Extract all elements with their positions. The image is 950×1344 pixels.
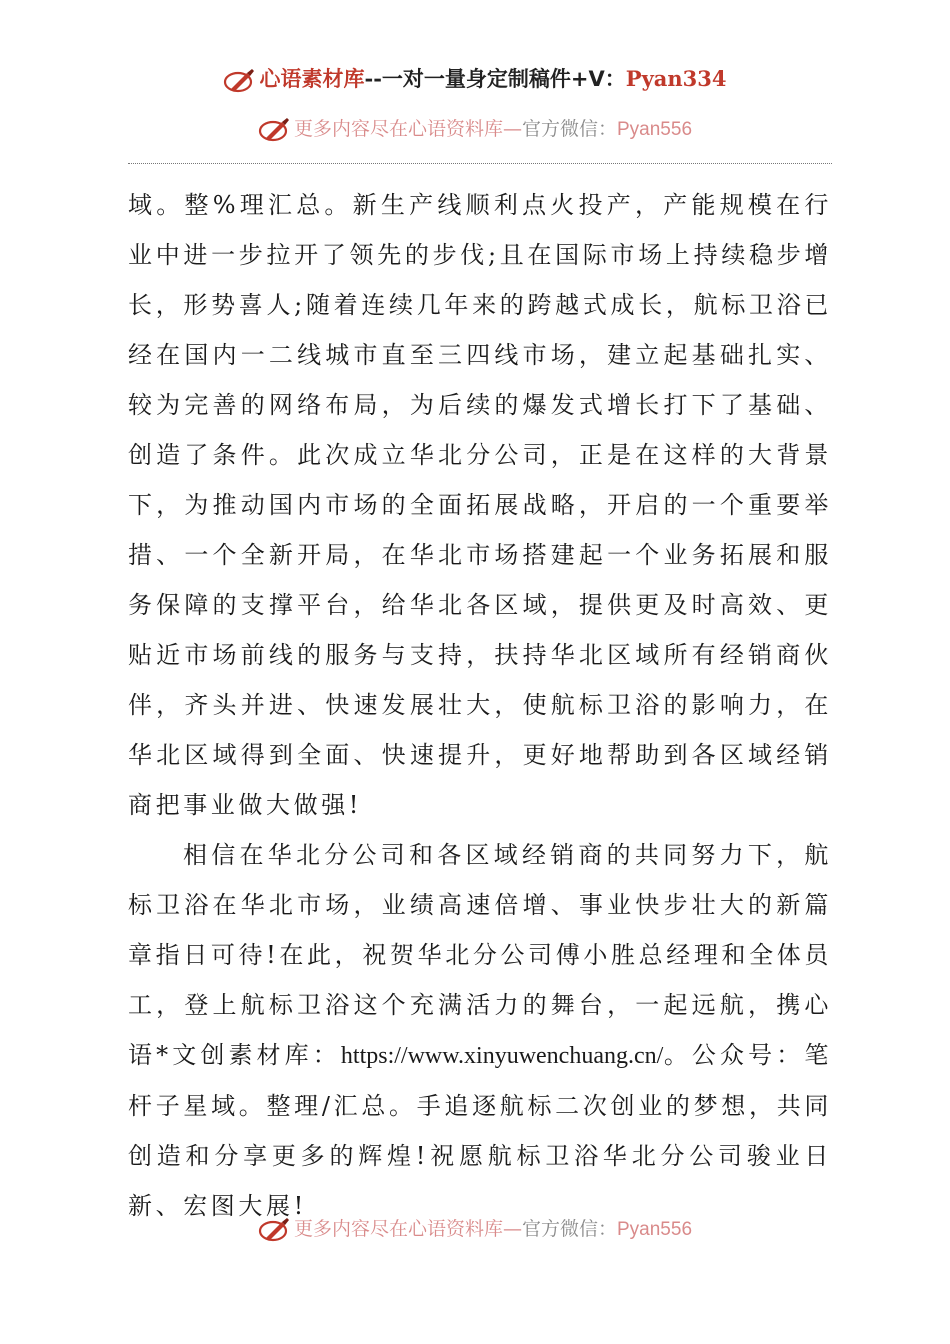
header-contact-prefix: +V：	[570, 67, 626, 91]
header-brand: 心语素材库	[259, 66, 365, 91]
footer-more-content: 更多内容尽在心语资料库	[293, 1218, 503, 1240]
header-separator: --	[364, 66, 382, 91]
header-subtitle	[0, 114, 950, 145]
footer-wechat-label: 官方微信：	[521, 1218, 617, 1240]
header-more-content: 更多内容尽在心语资料库	[293, 118, 503, 140]
footer	[0, 1214, 950, 1245]
header-wechat-id: Pyan556	[617, 119, 693, 140]
paragraph-2-text-b: 。公众号：笔杆子星域。整理/汇总。手追逐航标二次创业的梦想，共同创造和分享更多的辉煌!祝愿航标卫浴华北分公司骏业日新、宏图大展!	[128, 1041, 832, 1220]
header-contact-id: Pyan334	[625, 66, 727, 91]
paragraph-1: 域。整%理汇总。新生产线顺利点火投产，产能规模在行业中进一步拉开了领先的步伐;且在国际市场上持续稳步增长，形势喜人;随着连续几年来的跨越式成长，航标卫浴已经在国内一二线城市直至三四线市场，建立起基础扎实、较为完善的网络布局，为后续的爆发式增长打下了基础、创造了条件。此次成立华北分公司，正是在这样的大背景下，为推动国内市场的全面拓展战略，开启的一个重要举措、一个全新开局，在华北市场搭建起一个业务拓展和服务保障的支撑平台，给华北各区域，提供更及时高效、更贴近市场前线的服务与支持，扶持华北区域所有经销商伙伴，齐头并进、快速发展壮大，使航标卫浴的影响力，在华北区域得到全面、快速提升，更好地帮助到各区域经销商把事业做大做强!	[128, 191, 832, 819]
article-body	[128, 180, 832, 1231]
footer-wechat-id: Pyan556	[617, 1219, 693, 1240]
pen-logo-icon	[258, 1216, 292, 1244]
footer-dash: —	[502, 1218, 522, 1240]
header-service: 一对一量身定制稿件	[381, 66, 571, 91]
pen-logo-icon	[258, 116, 292, 144]
header-title	[0, 64, 950, 95]
header-wechat-label: 官方微信：	[521, 118, 617, 140]
header-dash: —	[502, 118, 522, 140]
paragraph-2-text-a: 相信在华北分公司和各区域经销商的共同努力下，航标卫浴在华北市场，业绩高速倍增、事业快步壮大的新篇章指日可待!在此，祝贺华北分公司傅小胜总经理和全体员工，登上航标卫浴这个充满活力的舞台，一起远航，携心语*文创素材库：	[128, 841, 832, 1069]
pen-logo-icon	[223, 67, 257, 95]
header-divider	[128, 163, 832, 164]
website-url: https://www.xinyuwenchuang.cn/	[340, 1043, 664, 1069]
paragraph-2	[128, 830, 832, 1231]
